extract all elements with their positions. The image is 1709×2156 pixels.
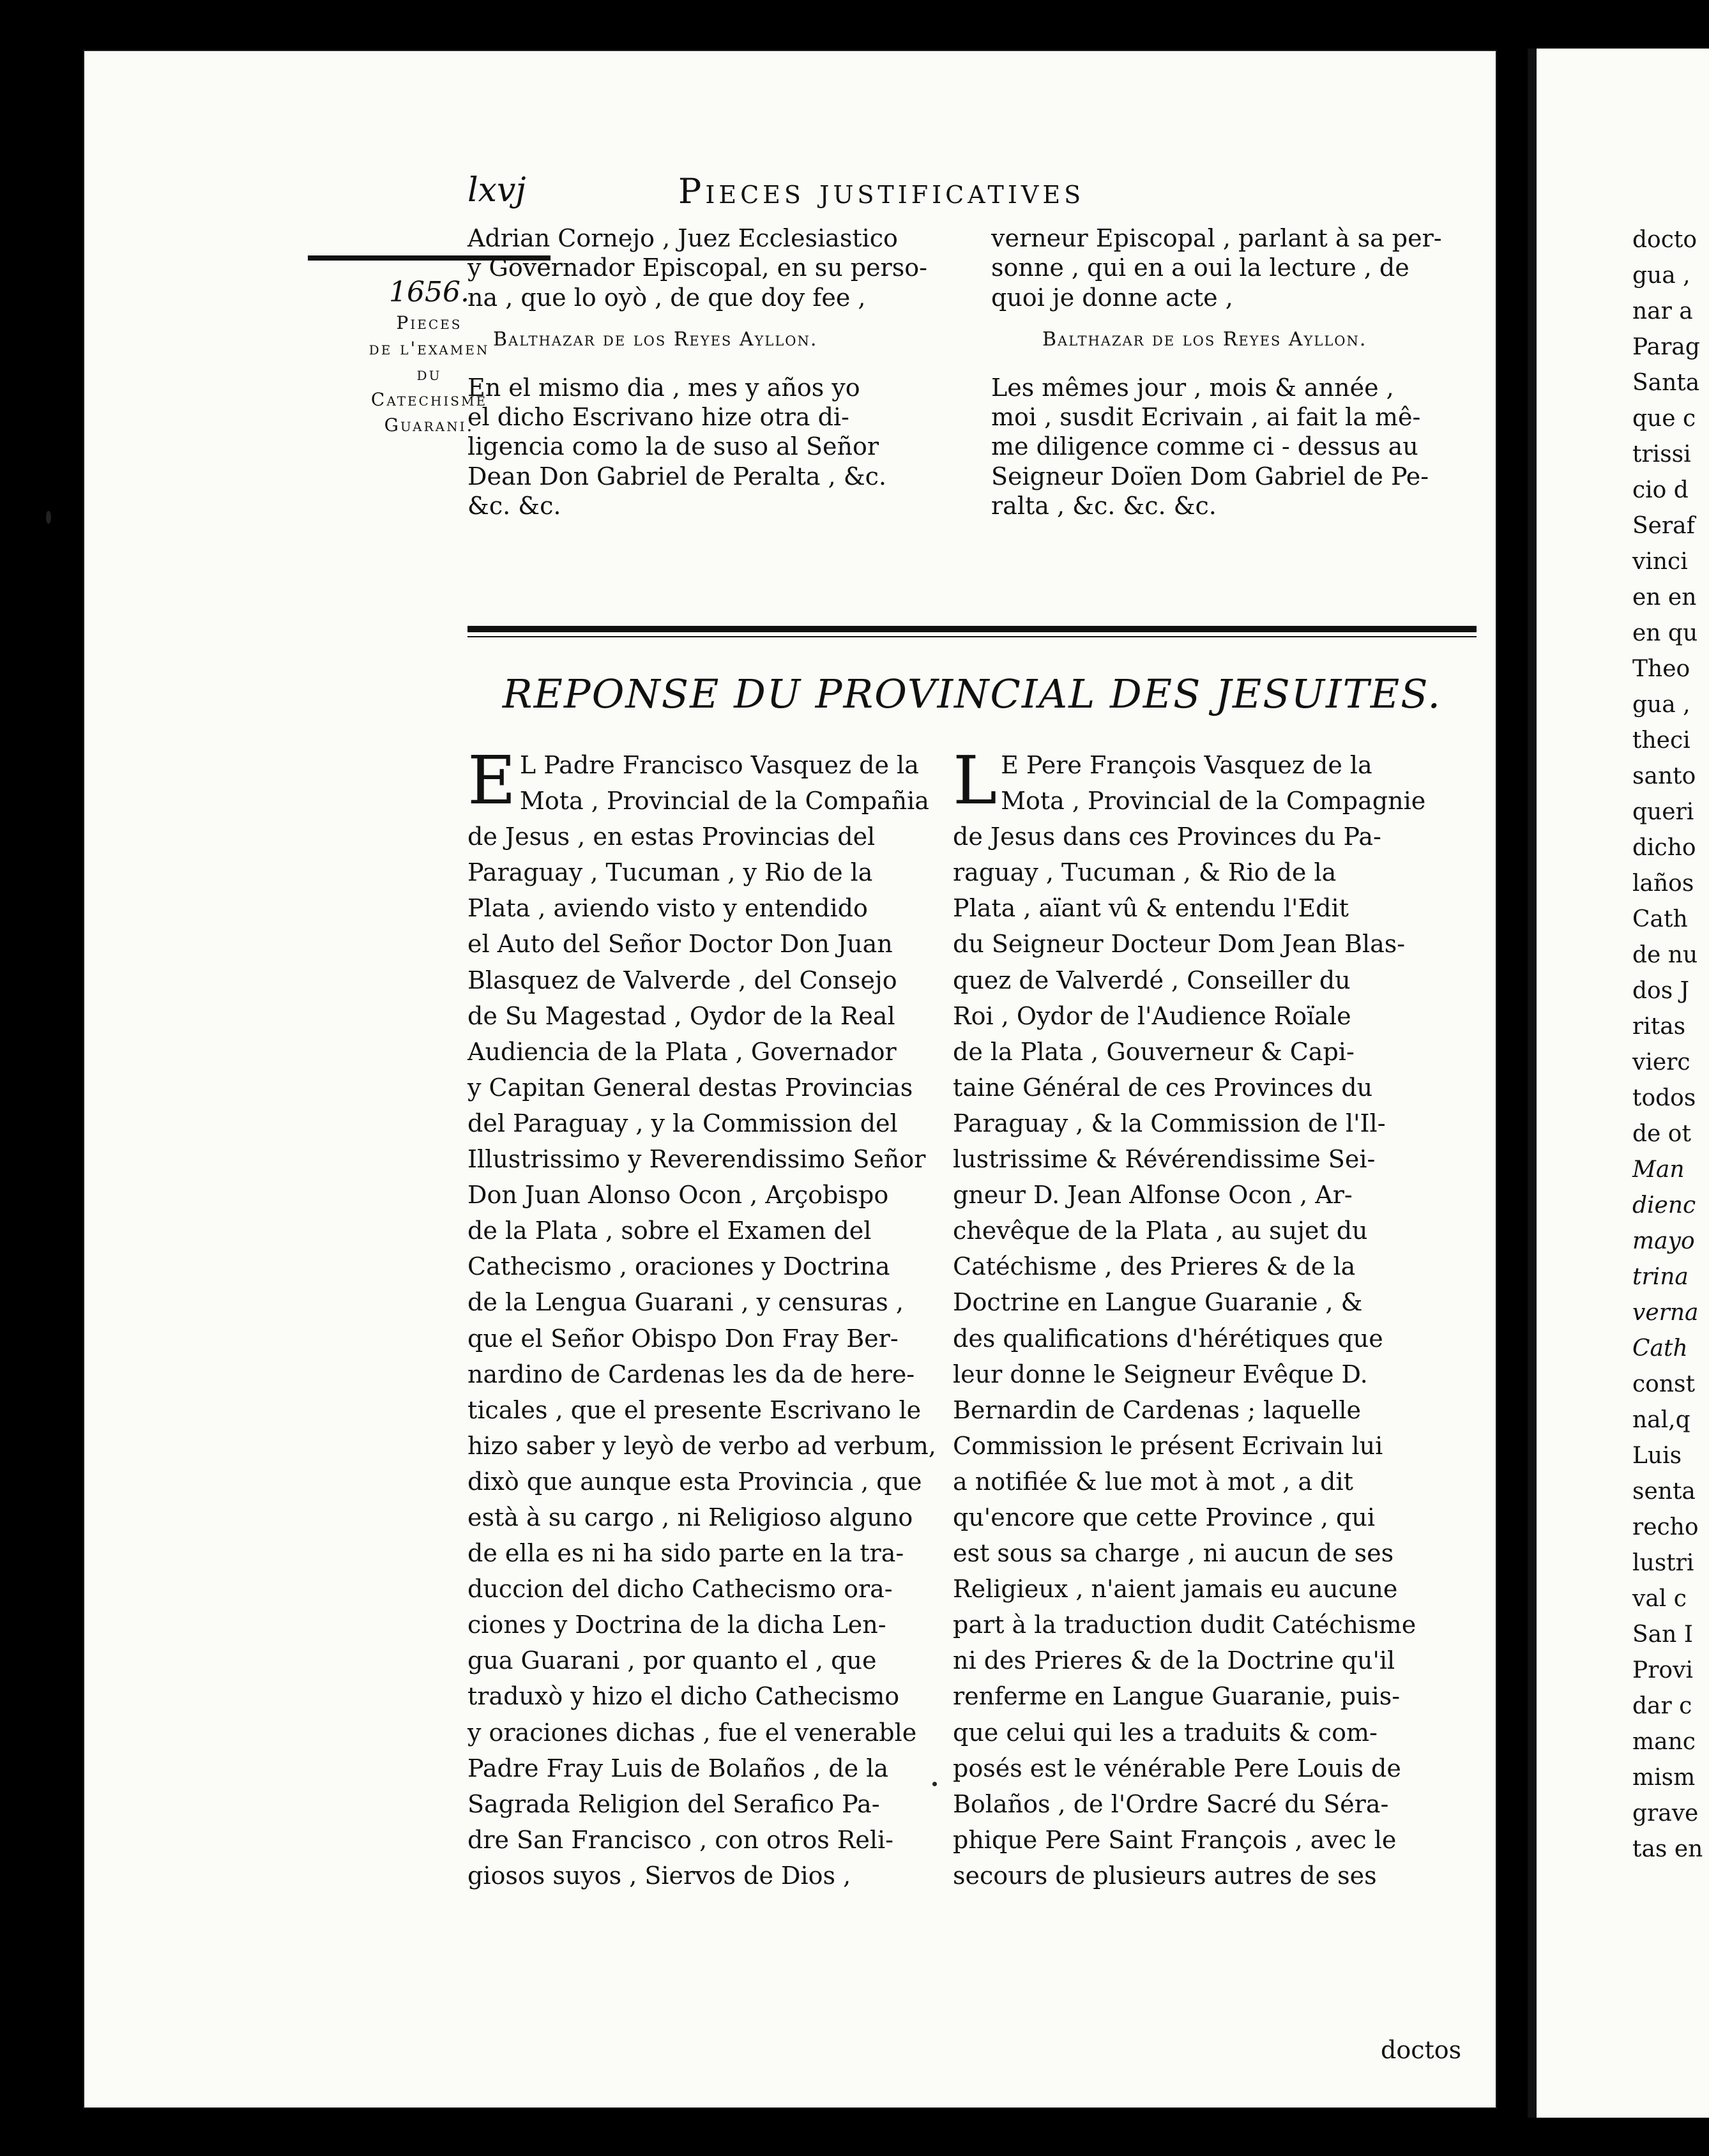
adjacent-page-edge (1528, 49, 1709, 2118)
margin-line: Guarani. (384, 414, 475, 436)
text-line: Paraguay , & la Commission de l'Il- (953, 1109, 1386, 1137)
text-line: Les mêmes jour , mois & année , (991, 373, 1394, 402)
drop-cap: L (953, 741, 998, 819)
margin-year: 1656. (389, 276, 469, 308)
text-line: est sous sa charge , ni aucun de ses (953, 1539, 1394, 1568)
text-line: Mota , Provincial de la Compañia (519, 787, 929, 816)
text-line: raguay , Tucuman , & Rio de la (953, 858, 1337, 887)
text-line: Catéchisme , des Prieres & de la (953, 1252, 1356, 1281)
text-line: dixò que aunque esta Provincia , que (467, 1467, 922, 1496)
text-line: Illustrissimo y Reverendissimo Señor (467, 1145, 926, 1174)
ink-speck (932, 1782, 937, 1786)
adjacent-line: recho (1632, 1514, 1699, 1540)
adjacent-line: dos J (1632, 978, 1690, 1004)
text-line: Roi , Oydor de l'Audience Roïale (953, 1001, 1351, 1030)
adjacent-line: docto (1632, 227, 1698, 253)
folio: lxvj (467, 171, 526, 209)
text-line: ni des Prieres & de la Doctrine qu'il (953, 1646, 1395, 1675)
adjacent-line: ritas (1632, 1013, 1686, 1040)
adjacent-line: todos (1632, 1085, 1696, 1111)
text-line: Commission le présent Ecrivain lui (953, 1431, 1383, 1460)
text-line: chevêque de la Plata , au sujet du (953, 1217, 1368, 1245)
text-line: E Pere François Vasquez de la (1001, 751, 1372, 779)
text-line: gua Guarani , por quanto el , que (467, 1646, 877, 1675)
adjacent-line: grave (1632, 1800, 1699, 1826)
margin-line: de l'examen (368, 338, 490, 359)
adjacent-line: trissi (1632, 441, 1691, 467)
adjacent-line: mism (1632, 1765, 1696, 1791)
text-line: Don Juan Alonso Ocon , Arçobispo (467, 1181, 889, 1210)
text-line: Adrian Cornejo , Juez Ecclesiastico (467, 224, 898, 252)
text-line: duccion del dicho Cathecismo ora- (467, 1575, 893, 1604)
adjacent-line: nar a (1632, 298, 1693, 324)
adjacent-line: manc (1632, 1729, 1696, 1755)
adjacent-line: de nu (1632, 942, 1698, 968)
adjacent-line: santo (1632, 763, 1696, 789)
text-line: En el mismo dia , mes y años yo (467, 373, 860, 402)
adjacent-line: dar c (1632, 1693, 1692, 1719)
text-line: del Paraguay , y la Commission del (467, 1109, 898, 1137)
text-line: a notifiée & lue mot à mot , a dit (953, 1467, 1353, 1496)
text-line: hizo saber y leyò de verbo ad verbum, (467, 1431, 936, 1460)
adjacent-line: vierc (1632, 1049, 1690, 1075)
text-line: taine Général de ces Provinces du (953, 1073, 1373, 1102)
text-line: Sagrada Religion del Serafico Pa- (467, 1789, 880, 1818)
text-line: ticales , que el presente Escrivano le (467, 1395, 922, 1424)
spanish-column (467, 741, 936, 1894)
adjacent-line: de ot (1632, 1121, 1691, 1147)
text-line: quoi je donne acte , (991, 283, 1233, 312)
text-line: està à su cargo , ni Religioso alguno (467, 1503, 913, 1531)
margin-line: du (416, 363, 442, 384)
text-line: de ella es ni ha sido parte en la tra- (467, 1539, 904, 1568)
text-line: Doctrine en Langue Guaranie , & (953, 1288, 1363, 1317)
text-line: el Auto del Señor Doctor Don Juan (467, 930, 893, 959)
adjacent-line: Cath (1632, 906, 1688, 932)
text-line: de Jesus , en estas Provincias del (467, 823, 876, 851)
running-head (467, 171, 1477, 216)
adjacent-line: Cath (1632, 1335, 1688, 1362)
top-spanish-column (467, 224, 927, 521)
book-page (84, 51, 1496, 2107)
text-line: posés est le vénérable Pere Louis de (953, 1754, 1401, 1782)
text-line: Paraguay , Tucuman , y Rio de la (467, 858, 873, 887)
adjacent-line: lustri (1632, 1550, 1694, 1576)
text-line: quez de Valverdé , Conseiller du (953, 966, 1351, 994)
text-line: renferme en Langue Guaranie, puis- (953, 1682, 1401, 1711)
text-line: Blasquez de Valverde , del Consejo (467, 966, 897, 994)
text-line: me diligence comme ci - dessus au (991, 432, 1418, 461)
text-line: y Capitan General destas Provincias (467, 1073, 913, 1102)
adjacent-line: vinci (1632, 549, 1688, 575)
text-line: que el Señor Obispo Don Fray Ber- (467, 1324, 899, 1353)
text-line: que celui qui les a traduits & com- (953, 1718, 1378, 1747)
text-line: lustrissime & Révérendissime Sei- (953, 1145, 1376, 1174)
adjacent-line: Theo (1632, 656, 1690, 682)
adjacent-line: en qu (1632, 620, 1698, 646)
text-line: dre San Francisco , con otros Reli- (467, 1825, 894, 1854)
drop-cap: E (467, 741, 516, 819)
text-line: giosos suyos , Siervos de Dios , (467, 1861, 851, 1890)
text-line: secours de plusieurs autres de ses (953, 1861, 1377, 1890)
adjacent-line: dienc (1632, 1192, 1696, 1218)
ink-speck (46, 511, 51, 524)
text-line: nardino de Cardenas les da de here- (467, 1360, 915, 1388)
text-line: Mota , Provincial de la Compagnie (1001, 787, 1426, 816)
text-line: part à la traduction dudit Catéchisme (953, 1611, 1417, 1639)
adjacent-line: gua , (1632, 262, 1690, 289)
adjacent-line: theci (1632, 727, 1690, 754)
adjacent-line: Seraf (1632, 513, 1695, 539)
section-divider (467, 626, 1477, 632)
adjacent-line: cio d (1632, 477, 1689, 503)
adjacent-line: tas en (1632, 1836, 1703, 1862)
text-line: Padre Fray Luis de Bolaños , de la (467, 1754, 889, 1782)
margin-line: Catechisme (370, 389, 488, 410)
text-line: Seigneur Doïen Dom Gabriel de Pe- (991, 462, 1429, 490)
adjacent-line: en en (1632, 584, 1697, 611)
text-line: leur donne le Seigneur Evêque D. (953, 1360, 1368, 1388)
margin-line: Pieces (396, 312, 462, 333)
section-divider-thin (467, 636, 1477, 637)
text-line: traduxò y hizo el dicho Cathecismo (467, 1682, 900, 1711)
adjacent-line: nal,q (1632, 1407, 1690, 1433)
adjacent-line: Man (1632, 1157, 1685, 1183)
text-line: de Jesus dans ces Provinces du Pa- (953, 823, 1381, 851)
adjacent-line: dicho (1632, 835, 1696, 861)
text-line: Bernardin de Cardenas ; laquelle (953, 1395, 1361, 1424)
text-line: Cathecismo , oraciones y Doctrina (467, 1252, 890, 1281)
text-line: qu'encore que cette Province , qui (953, 1503, 1376, 1531)
text-line: phique Pere Saint François , avec le (953, 1825, 1397, 1854)
text-line: el dicho Escrivano hize otra di- (467, 403, 849, 432)
text-line: de la Plata , sobre el Examen del (467, 1217, 872, 1245)
catchword: doctos (1381, 2036, 1462, 2064)
signature: Balthazar de los Reyes Ayllon. (493, 328, 818, 351)
text-line: ralta , &c. &c. &c. (991, 492, 1217, 520)
adjacent-line: const (1632, 1371, 1695, 1397)
text-line: Dean Don Gabriel de Peralta , &c. (467, 462, 887, 490)
text-line: de la Lengua Guarani , y censuras , (467, 1288, 904, 1317)
text-line: &c. &c. (467, 492, 561, 520)
text-line: sonne , qui en a oui la lecture , de (991, 254, 1409, 282)
text-line: Religieux , n'aient jamais eu aucune (953, 1575, 1398, 1604)
text-line: L Padre Francisco Vasquez de la (519, 751, 919, 779)
signature: Balthazar de los Reyes Ayllon. (1042, 328, 1367, 351)
text-line: y Governador Episcopal, en su perso- (467, 254, 927, 282)
running-head-title: Pieces justificatives (678, 171, 1085, 211)
adjacent-line: val c (1632, 1586, 1687, 1612)
text-line: Plata , aïant vû & entendu l'Edit (953, 894, 1349, 923)
french-column (953, 741, 1426, 1894)
text-line: de la Plata , Gouverneur & Capi- (953, 1037, 1355, 1066)
top-french-column (991, 224, 1442, 521)
text-line: y oraciones dichas , fue el venerable (467, 1718, 917, 1747)
text-line: de Su Magestad , Oydor de la Real (467, 1001, 895, 1030)
text-line: ligencia como la de suso al Señor (467, 432, 879, 461)
text-line: gneur D. Jean Alfonse Ocon , Ar- (953, 1181, 1353, 1210)
text-line: du Seigneur Docteur Dom Jean Blas- (953, 930, 1406, 959)
adjacent-line: Parag (1632, 334, 1700, 360)
adjacent-line: que c (1632, 406, 1696, 432)
text-line: des qualifications d'hérétiques que (953, 1324, 1383, 1353)
adjacent-line: senta (1632, 1478, 1696, 1505)
text-line: verneur Episcopal , parlant à sa per- (991, 224, 1442, 252)
text-line: Bolaños , de l'Ordre Sacré du Séra- (953, 1789, 1389, 1818)
text-line: na , que lo oyò , de que doy fee , (467, 283, 866, 312)
adjacent-line: queri (1632, 799, 1694, 825)
text-line: Plata , aviendo visto y entendido (467, 894, 868, 923)
text-line: ciones y Doctrina de la dicha Len- (467, 1611, 886, 1639)
text-line: Audiencia de la Plata , Governador (467, 1037, 897, 1066)
text-line: moi , susdit Ecrivain , ai fait la mê- (991, 403, 1421, 432)
adjacent-line: trina (1632, 1264, 1689, 1290)
adjacent-line: mayo (1632, 1228, 1695, 1254)
adjacent-line: San I (1632, 1621, 1693, 1648)
adjacent-line: gua , (1632, 692, 1690, 718)
adjacent-line: Santa (1632, 370, 1700, 396)
adjacent-line: Provi (1632, 1657, 1693, 1683)
adjacent-line: verna (1632, 1300, 1699, 1326)
adjacent-line: Luis (1632, 1443, 1682, 1469)
section-title: REPONSE DU PROVINCIAL DES JESUITES. (502, 671, 1442, 717)
adjacent-line: laños (1632, 870, 1694, 897)
